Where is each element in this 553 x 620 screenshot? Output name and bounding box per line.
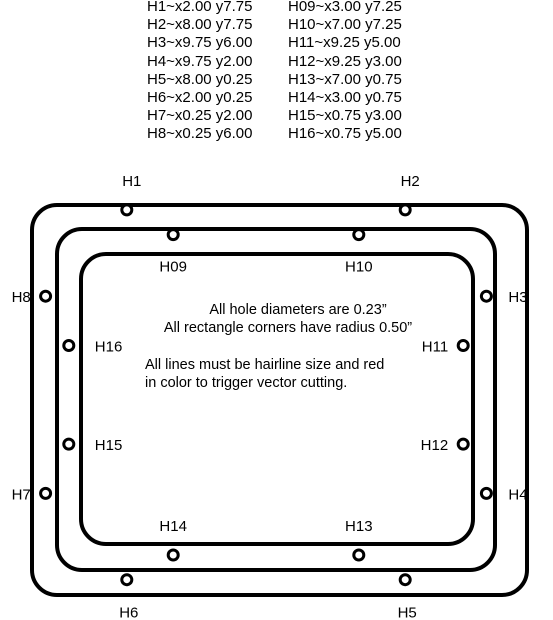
hole-h7 <box>41 488 51 498</box>
hole-label-h12: H12 <box>420 437 449 455</box>
coordinate-line: H4~x9.75 y2.00 <box>147 52 253 70</box>
hole-h14 <box>168 550 178 560</box>
note-hairline: All lines must be hairline size and red <box>145 357 385 373</box>
middle-rectangle <box>57 229 495 570</box>
coordinate-line: H13~x7.00 y0.75 <box>288 70 402 88</box>
hole-label-h15: H15 <box>94 437 123 455</box>
hole-h1 <box>122 205 132 215</box>
coordinate-line: H10~x7.00 y7.25 <box>288 16 402 34</box>
hole-label-h13: H13 <box>345 518 373 535</box>
hole-label-h1: H1 <box>122 172 142 190</box>
hole-label-h8: H8 <box>11 289 31 307</box>
hole-h13 <box>354 550 364 560</box>
hole-h15 <box>64 439 74 449</box>
hole-h8 <box>41 291 51 301</box>
hole-h09 <box>168 230 178 240</box>
coordinate-line: H16~x0.75 y5.00 <box>288 125 402 143</box>
coordinate-line: H15~x0.75 y3.00 <box>288 107 402 125</box>
hole-label-h09: H09 <box>159 258 187 276</box>
outer-rectangle <box>32 205 527 595</box>
hole-label-h5: H5 <box>397 604 417 620</box>
hole-label-h2: H2 <box>400 172 420 190</box>
hole-label-h16: H16 <box>94 338 123 356</box>
hole-label-h10: H10 <box>345 258 373 276</box>
hole-label-h14: H14 <box>159 518 187 535</box>
coordinate-line: H11~x9.25 y5.00 <box>288 34 401 52</box>
hole-h3 <box>481 291 491 301</box>
note-corner-radius: All rectangle corners have radius 0.50” <box>163 320 413 336</box>
hole-h5 <box>400 575 410 585</box>
coordinate-line: H2~x8.00 y7.75 <box>147 16 253 34</box>
hole-label-h6: H6 <box>119 604 139 620</box>
hole-h11 <box>458 341 468 351</box>
hole-h10 <box>354 230 364 240</box>
coordinate-line: H09~x3.00 y7.25 <box>288 0 402 15</box>
holes-group <box>41 205 492 585</box>
inner-rectangle <box>81 254 473 544</box>
coordinate-line: H7~x0.25 y2.00 <box>147 107 253 125</box>
coordinate-line: H6~x2.00 y0.25 <box>147 89 253 107</box>
coordinate-line: H5~x8.00 y0.25 <box>147 70 253 88</box>
hole-label-h3: H3 <box>508 289 528 307</box>
hole-label-h7: H7 <box>11 486 31 504</box>
hole-h4 <box>481 488 491 498</box>
hole-label-h11: H11 <box>421 338 449 356</box>
coordinate-line: H3~x9.75 y6.00 <box>147 34 253 52</box>
coordinate-line: H12~x9.25 y3.00 <box>288 52 402 70</box>
coordinate-line: H8~x0.25 y6.00 <box>147 125 253 143</box>
hole-labels-group <box>12 173 528 620</box>
hole-h6 <box>122 575 132 585</box>
note-vector-cutting: in color to trigger vector cutting. <box>145 375 348 391</box>
hole-h16 <box>64 341 74 351</box>
note-hole-diameter: All hole diameters are 0.23” <box>209 302 387 318</box>
hole-label-h4: H4 <box>508 486 528 504</box>
hole-h12 <box>458 439 468 449</box>
coordinate-line: H14~x3.00 y0.75 <box>288 89 402 107</box>
hole-h2 <box>400 205 410 215</box>
coordinate-line: H1~x2.00 y7.75 <box>147 0 253 15</box>
